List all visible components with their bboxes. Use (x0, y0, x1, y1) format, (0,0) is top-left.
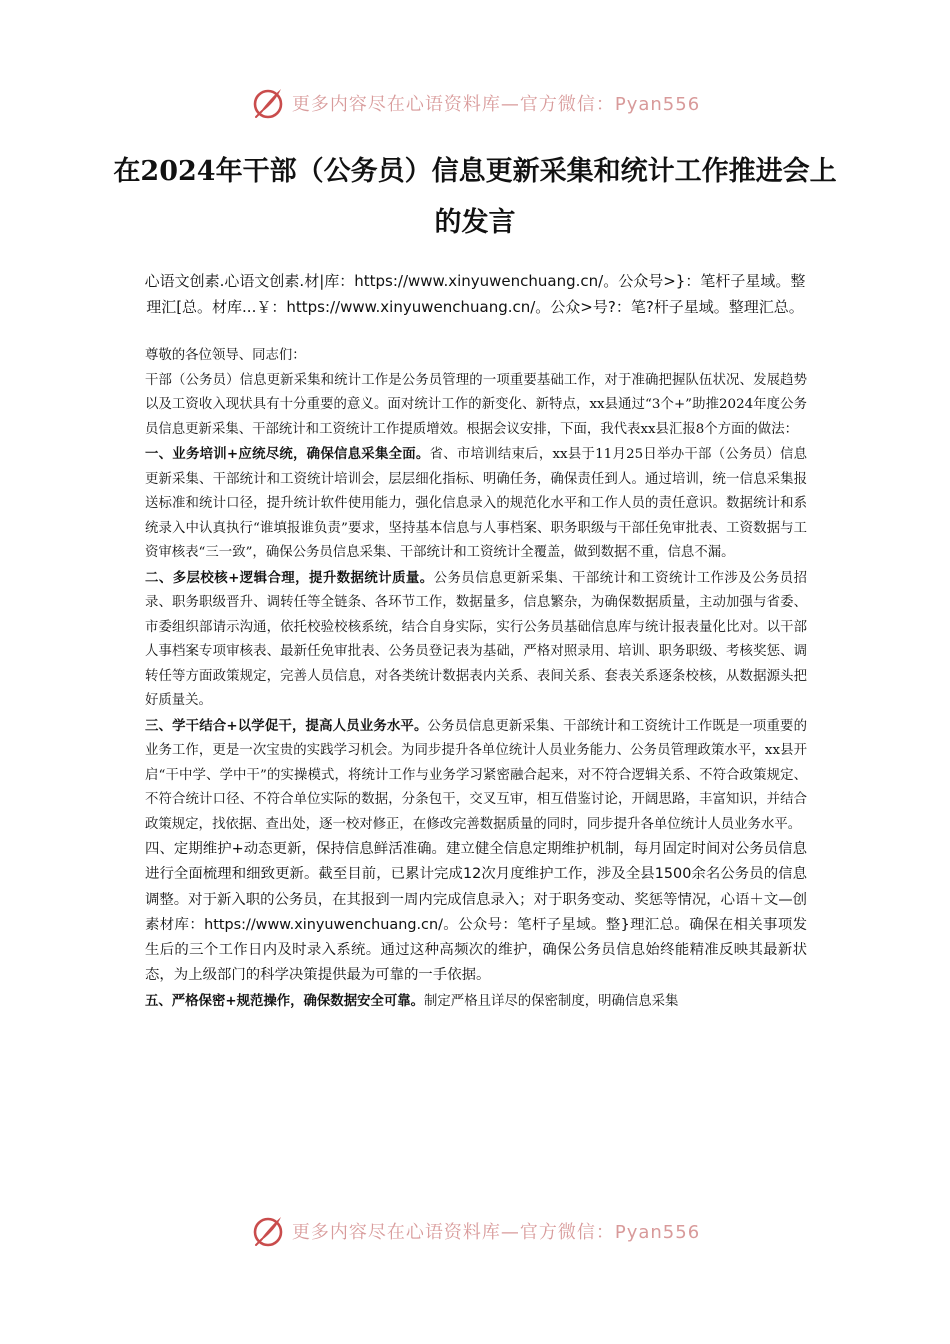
section-heading: 一、业务培训+应统尽统，确保信息采集全面。 (145, 446, 430, 462)
footer-banner (0, 1208, 950, 1254)
section-text: 公务员信息更新采集、干部统计和工资统计工作涉及公务员招录、职务职级晋升、调转任等全链条、各环节工作，数据量多，信息繁杂，为确保数据质量，主动加强与省委、市委组织部请示沟通，依托校验校核系统，结合自身实际，实行公务员基础信息库与统计报表量化比对。以干部人事档案专项审核表、最新任免审批表、公务员登记表为基础，严格对照录用、培训、职务职级、考核奖惩、调转任等方面政策规定，完善人员信息，对各类统计数据表内关系、表间关系、套表关系逐条校核，从数据源头把好质量关。 (145, 570, 808, 708)
greeting: 尊敬的各位领导、同志们： (145, 348, 306, 363)
banner-text: 更多内容尽在心语资料库—官方微信：Pyan556 (291, 1222, 701, 1243)
feather-pen-logo-icon (250, 85, 286, 121)
section-text: 建立健全信息定期维护机制，每月固定时间对公务员信息进行全面梳理和细致更新。截至目前，已累计完成12次月度维护工作，涉及全县1500余名公务员的信息调整。对于新入职的公务员，在其报到一周内完成信息录入；对于职务变动、奖惩等情况，心语＋文—创素材库：https://www.xinyuwenchuang.cn/。公众号：笔杆子星域。整}理汇总。确保在相关事项发生后的三个工作日内及时录入系统。通过这种高频次的维护，确保公务员信息始终能精准反映其最新状态，为上级部门的科学决策提供最为可靠的一手依据。 (145, 841, 807, 984)
feather-pen-logo-icon (250, 1213, 286, 1249)
source-note: 心语文创素.心语文创素.材|库：https://www.xinyuwenchuang.cn/。公众号>}：笔杆子星域。整理汇[总。材库...￥：https://www.xinyuwenchuang.cn/。公众>号?：笔?杆子星域。整理汇总。 (144, 272, 806, 316)
section-paragraph (145, 837, 807, 989)
banner-text: 更多内容尽在心语资料库—官方微信：Pyan556 (291, 94, 701, 115)
article-body (145, 344, 807, 1014)
section-paragraph (145, 566, 807, 714)
section-paragraph (145, 442, 807, 566)
section-text: 省、市培训结束后，xx县于11月25日举办干部（公务员）信息更新采集、干部统计和工资统计培训会，层层细化指标、明确任务，确保责任到人。通过培训，统一信息采集报送标准和统计口径，提升统计软件使用能力，强化信息录入的规范化水平和工作人员的责任意识。数据统计和系统录入中认真执行“谁填报谁负责”要求，坚持基本信息与人事档案、职务职级与干部任免审批表、工资数据与工资审核表“三一致”，确保公务员信息采集、干部统计和工资统计全覆盖，做到数据不重，信息不漏。 (145, 447, 807, 560)
page-title: 在2024年干部（公务员）信息更新采集和统计工作推进会上的发言 (113, 156, 837, 238)
section-heading: 五、严格保密+规范操作，确保数据安全可靠。 (145, 992, 425, 1009)
section-paragraph (145, 989, 807, 1015)
section-heading: 四、定期维护+动态更新，保持信息鲜活准确。 (145, 841, 446, 857)
section-paragraph (145, 714, 807, 838)
header-banner (0, 80, 950, 126)
section-heading: 二、多层校核+逻辑合理，提升数据统计质量。 (145, 569, 434, 586)
section-text: 制定严格且详尽的保密制度，明确信息采集 (424, 993, 679, 1009)
section-heading: 三、学干结合+以学促干，提高人员业务水平。 (145, 717, 428, 734)
section-text: 公务员信息更新采集、干部统计和工资统计工作既是一项重要的业务工作，更是一次宝贵的实践学习机会。为同步提升各单位统计人员业务能力、公务员管理政策水平，xx县开启“干中学、学中干”的实操模式，将统计工作与业务学习紧密融合起来，对不符合逻辑关系、不符合政策规定、不符合统计口径、不符合单位实际的数据，分条包干，交叉互审，相互借鉴讨论，开阔思路，丰富知识，并结合政策规定，找依据、查出处，逐一校对修正，在修改完善数据质量的同时，同步提升各单位统计人员业务水平。 (145, 718, 807, 832)
intro-paragraph: 干部（公务员）信息更新采集和统计工作是公务员管理的一项重要基础工作，对于准确把握队伍状况、发展趋势以及工资收入现状具有十分重要的意义。面对统计工作的新变化、新特点，xx县通过“3个+”助推2024年度公务员信息更新采集、干部统计和工资统计工作提质增效。根据会议安排，下面，我代表xx县汇报8个方面的做法： (145, 372, 807, 437)
